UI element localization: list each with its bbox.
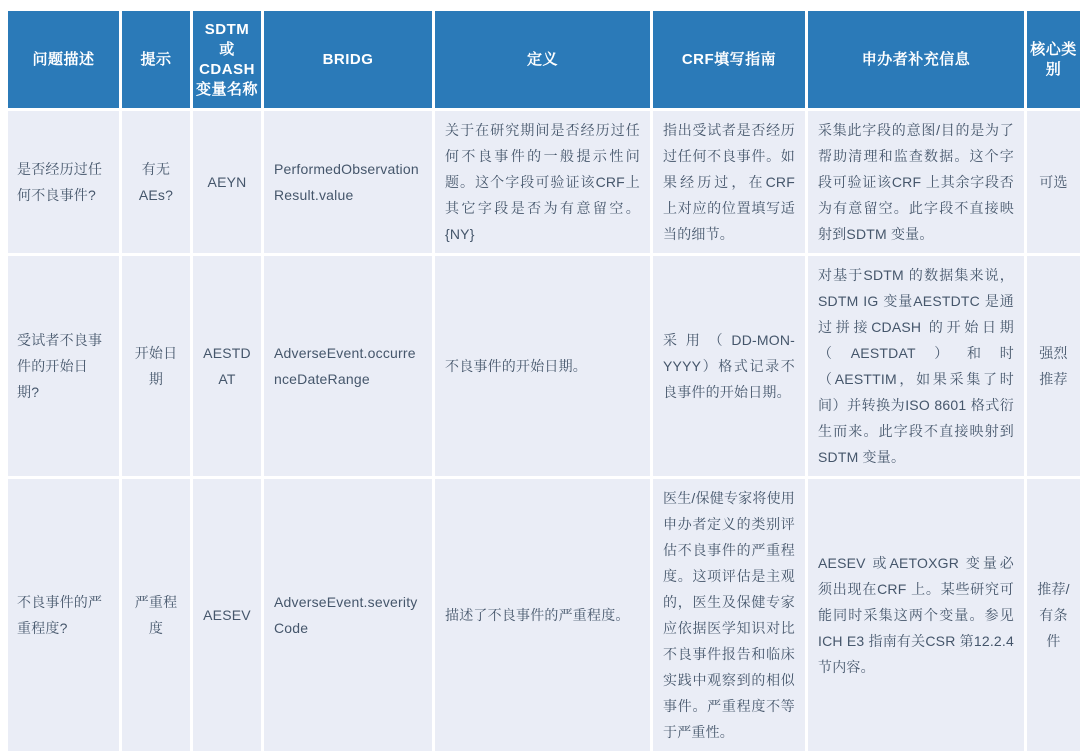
cdash-ae-reference-page [5, 8, 1080, 754]
cell-core-category: 推荐/有条件 [1026, 478, 1080, 753]
cell-crf-guide: 指出受试者是否经历过任何不良事件。如果经历过，在CRF 上对应的位置填写适当的细节。 [652, 110, 807, 255]
cell-sponsor-info: 采集此字段的意图/目的是为了帮助清理和监查数据。这个字段可验证该CRF 上其余字段否为有意留空。此字段不直接映射到SDTM 变量。 [807, 110, 1026, 255]
header-bridg: BRIDG [263, 10, 434, 110]
cell-sponsor-info: 对基于SDTM 的数据集来说，SDTM IG 变量AESTDTC 是通过拼接CDASH 的开始日期（AESTDAT）和时（AESTTIM，如果采集了时间）并转换为ISO 8601 格式衍生而来。此字段不直接映射到SDTM 变量。 [807, 255, 1026, 478]
header-core-category: 核心类别 [1026, 10, 1080, 110]
cell-core-category: 强烈推荐 [1026, 255, 1080, 478]
header-prompt: 提示 [121, 10, 192, 110]
cell-prompt: 严重程度 [121, 478, 192, 753]
header-crf-guide: CRF填写指南 [652, 10, 807, 110]
cell-variable: AESEV [192, 478, 263, 753]
cell-variable: AEYN [192, 110, 263, 255]
cell-definition: 关于在研究期间是否经历过任何不良事件的一般提示性问题。这个字段可验证该CRF上其它字段是否为有意留空。{NY} [434, 110, 652, 255]
cell-sponsor-info: AESEV 或AETOXGR 变量必须出现在CRF 上。某些研究可能同时采集这两个变量。参见ICH E3 指南有关CSR 第12.2.4 节内容。 [807, 478, 1026, 753]
cell-bridg: PerformedObservationResult.value [263, 110, 434, 255]
cell-question: 是否经历过任何不良事件? [7, 110, 121, 255]
cell-bridg: AdverseEvent.occurrenceDateRange [263, 255, 434, 478]
header-question: 问题描述 [7, 10, 121, 110]
cell-bridg: AdverseEvent.severityCode [263, 478, 434, 753]
cell-prompt: 开始日期 [121, 255, 192, 478]
table-row-aesev [7, 478, 1080, 753]
table-row-aestdat [7, 255, 1080, 478]
cell-definition: 不良事件的开始日期。 [434, 255, 652, 478]
cell-crf-guide: 医生/保健专家将使用申办者定义的类别评估不良事件的严重程度。这项评估是主观的，医生及保健专家应依据医学知识对比不良事件报告和临床实践中观察到的相似事件。严重程度不等于严重性。 [652, 478, 807, 753]
header-definition: 定义 [434, 10, 652, 110]
cell-question: 受试者不良事件的开始日期? [7, 255, 121, 478]
header-sponsor-info: 申办者补充信息 [807, 10, 1026, 110]
cell-question: 不良事件的严重程度? [7, 478, 121, 753]
table-row-aeyn [7, 110, 1080, 255]
header-row [7, 10, 1080, 110]
cell-crf-guide: 采用（DD-MON-YYYY）格式记录不良事件的开始日期。 [652, 255, 807, 478]
cell-variable: AESTDAT [192, 255, 263, 478]
cell-definition: 描述了不良事件的严重程度。 [434, 478, 652, 753]
cell-core-category: 可选 [1026, 110, 1080, 255]
header-variable: SDTM 或 CDASH 变量名称 [192, 10, 263, 110]
cdash-ae-table [5, 8, 1080, 754]
cell-prompt: 有无AEs? [121, 110, 192, 255]
